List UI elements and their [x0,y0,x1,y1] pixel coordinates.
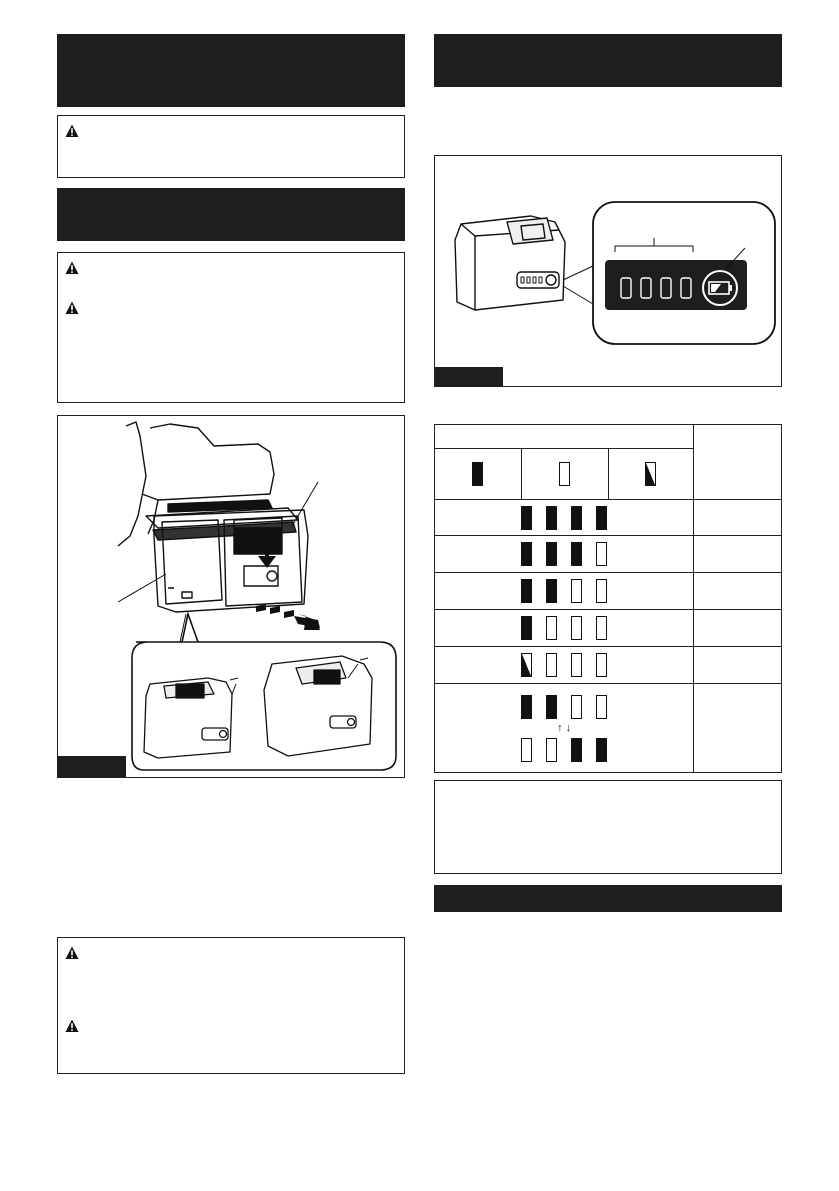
legend-on [435,449,522,500]
section-header-2 [57,188,405,241]
figure-1-battery-install [57,415,405,778]
lamp-pattern [435,536,694,573]
legend-off [521,449,608,500]
table-row [435,500,782,536]
table-row [435,536,782,573]
table-row [435,610,782,647]
table-row-alternating [435,684,782,773]
capacity-label [694,573,782,610]
lamp-pattern-alternating [435,684,694,773]
figure-2-tag [435,367,503,387]
warning-triangle-icon [65,1019,79,1033]
warning-triangle-icon [65,301,79,315]
section-header-1 [57,34,405,107]
lamp-blinking-symbol [645,462,656,486]
remaining-capacity-header [694,425,782,500]
lamp-pattern [435,500,694,536]
section-header-right [434,34,782,87]
section-header-footer [434,885,782,912]
table-row [435,573,782,610]
lamp-pattern [435,573,694,610]
figure-1-tag [58,756,126,778]
figure-2-battery-indicator [434,155,782,387]
warning-triangle-icon [65,261,79,275]
capacity-label [694,500,782,536]
battery-install-illustration [58,416,404,777]
dashed-arrow-right-icon [256,604,320,630]
indicator-lamp-table [434,424,782,773]
lamp-status-header [435,425,694,449]
lamp-pattern [435,647,694,684]
note-box [434,780,782,874]
lamp-off-symbol [559,462,570,486]
alternating-arrows: ↑ ↓ [557,721,572,734]
legend-blinking [608,449,694,500]
capacity-label [694,610,782,647]
caution-box-2 [57,252,405,403]
warning-triangle-icon [65,946,79,960]
caution-box-1 [57,115,405,178]
caution-box-3 [57,937,405,1074]
capacity-label [694,647,782,684]
lamp-pattern [435,610,694,647]
capacity-label [694,536,782,573]
warning-triangle-icon [65,124,79,138]
lamp-on-symbol [472,462,483,486]
capacity-label [694,684,782,773]
battery-indicator-illustration [435,156,781,386]
table-row [435,647,782,684]
indicator-table [434,424,782,773]
